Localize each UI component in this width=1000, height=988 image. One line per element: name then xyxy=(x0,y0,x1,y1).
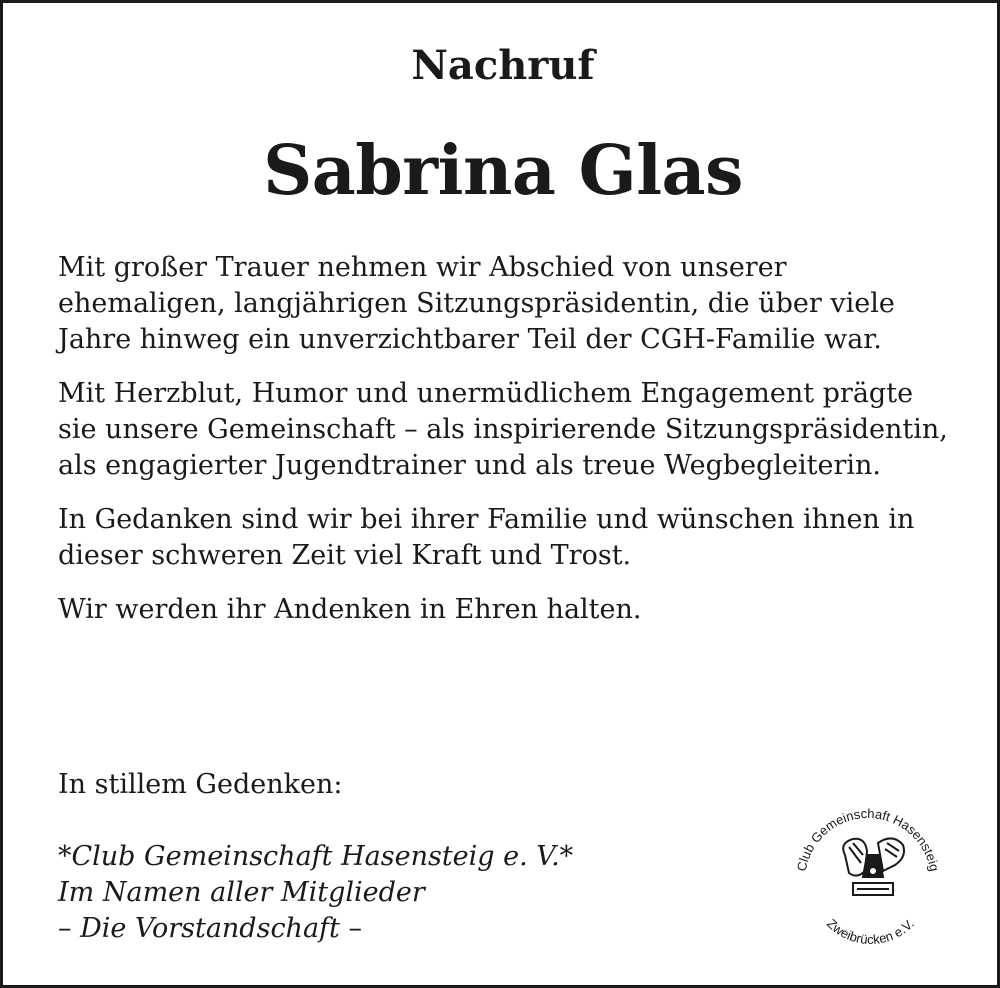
signature-club-name: *Club Gemeinschaft Hasensteig e. V.* xyxy=(58,841,574,872)
signature-members: Im Namen aller Mitglieder xyxy=(58,877,425,908)
closing-line: In stillem Gedenken: xyxy=(58,769,343,800)
paragraph-4: Wir werden ihr Andenken in Ehren halten. xyxy=(58,594,642,625)
seal-bottom-text: Zweibrücken e.V. xyxy=(824,915,917,947)
paragraph-3: In Gedanken sind wir bei ihrer Familie und wünschen ihnen in dieser schweren Zeit viel Kraft und Trost. xyxy=(58,504,915,571)
club-seal-svg xyxy=(783,793,953,963)
signature-board: – Die Vorstandschaft – xyxy=(58,913,362,944)
deceased-name: Sabrina Glas xyxy=(263,131,743,211)
seal-top-text: Club Gemeinschaft Hasensteig xyxy=(793,805,943,873)
club-seal-logo-icon xyxy=(783,793,953,963)
signature-block xyxy=(58,839,573,947)
paragraph-1: Mit großer Trauer nehmen wir Abschied von unserer ehemaligen, langjährigen Sitzungspräsidentin, die über viele Jahre hinweg ein unverzichtbarer Teil der CGH-Familie war. xyxy=(58,252,895,355)
obituary-body xyxy=(58,250,958,646)
paragraph-2: Mit Herzblut, Humor und unermüdlichem Engagement prägte sie unsere Gemeinschaft – als inspirierende Sitzungspräsidentin, als engagierter Jugendtrainer und als treue Wegbegleiterin. xyxy=(58,378,948,481)
seal-emblem xyxy=(843,838,904,895)
obituary-heading: Nachruf xyxy=(411,42,595,89)
